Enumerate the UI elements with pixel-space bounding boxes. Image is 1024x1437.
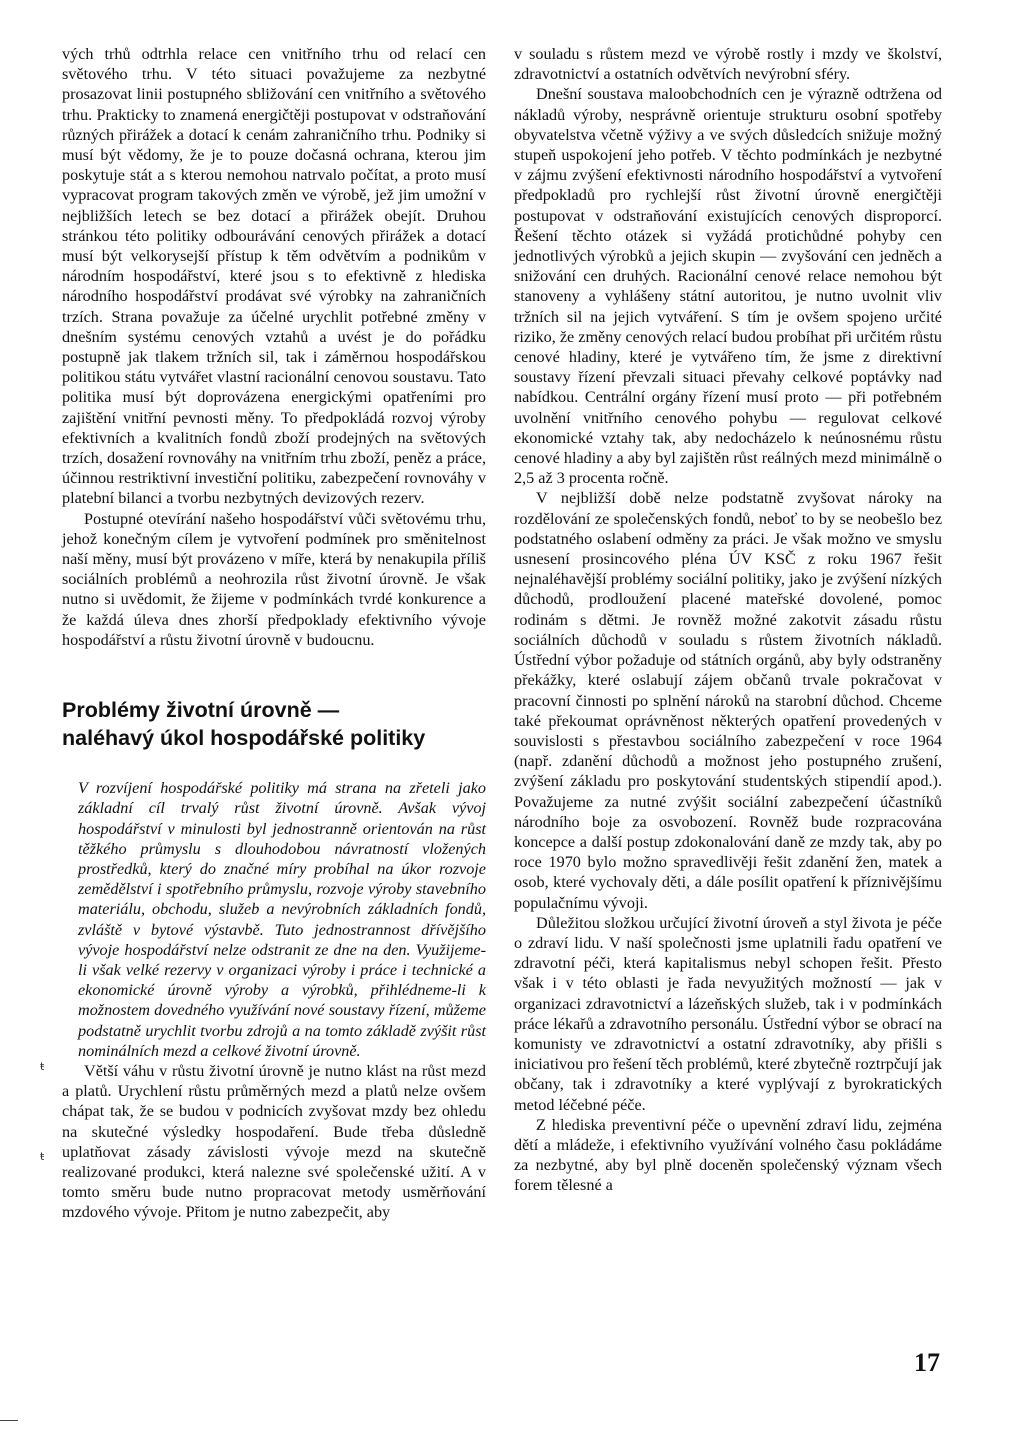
right-column [514,44,942,1196]
body-paragraph: V nejbližší době nelze podstatně zvyšovat nároky na rozdělování ze společenských fondů, neboť to by se neobešlo bez podstatného oslabení odměny za práci. Je však možno ve smyslu usnesení prosincového pléna ÚV KSČ z roku 1967 řešit nejnaléhavější problémy sociální politiky, jako je zvýšení nízkých důchodů, prodloužení placené mateřské dovolené, pomoc rodinám s dětmi. Je rovněž možné zakotvit zásadu růstu sociálních důchodů v souladu s růstem životních nákladů. Ústřední výbor požaduje od státních orgánů, aby byly odstraněny překážky, které oslabují zájem občanů trvale pokračovat v pracovní činnosti po splnění nároků na starobní důchod. Chceme také překoumat oprávněnost některých opatření provedených v souvislosti s přestavbou sociálního zabezpečení v roce 1964 (např. zdanění důchodů a možnost jeho postupného zrušení, zvýšení základu pro poskytování studentských stipendií apod.). Považujeme za nutné zvýšit sociální zabezpečení účastníků národního boje za osvobození. Rovněž bude rozpracována koncepce a další postup zdokonalování daně ze mzdy tak, aby po roce 1970 bylo možno spravedlivěji řešit zdanění žen, matek a osob, které vychovaly děti, a dále posílit opatření k příznivějšímu populačnímu vývoji. [514,489,942,912]
section-heading [62,696,486,752]
body-paragraph: Větší váhu v růstu životní úrovně je nutno klást na růst mezd a platů. Urychlení růstu průměrných mezd a platů nelze ovšem chápat tak, že se budou v podnicích zvyšovat mzdy bez ohledu na skutečné výsledky hospodaření. Bude třeba důsledně uplatňovat zásady závislosti vývoje mezd na skutečně realizované produkci, která nalezne své společenské užití. A v tomto směru bude nutno propracovat metody usměrňování mzdového vývoje. Přitom je nutno zabezpečit, aby [62,1061,486,1222]
body-paragraph: Postupné otevírání našeho hospodářství vůči světovému trhu, jehož konečným cílem je vytvoření podmínek pro směnitelnost naší měny, musí být provázeno v míře, která by nenakupila příliš sociálních problémů a neohrozila růst životní úrovně. Je však nutno si uvědomit, že žijeme v podmínkách tvrdé konkurence a že každá úleva dnes zhorší předpoklady efektivního vývoje hospodářství a růstu životní úrovně v budoucnu. [62,509,486,649]
margin-mark: ŧ [40,1150,45,1163]
footer-rule [0,1420,18,1421]
body-paragraph: Důležitou složkou určující životní úroveň a styl života je péče o zdraví lidu. V naší společnosti jsme uplatnili řadu opatření ve zdravotní péči, která kapitalismus nebyl schopen řešit. Přesto však i v této oblasti je řada nevyužitých možností — jak v organizaci zdravotnictví a lázeňských služeb, tak i v podmínkách práce lékařů a zdravotního personálu. Ústřední výbor se obrací na komunisty ve zdravotnictví a ostatní zdravotníky, aby přišli s iniciativou pro řešení těch problémů, které zbytečně roztrpčují jak občany, tak i zdravotníky a které vyplývají z byrokratických metod léčebné péče. [514,913,942,1114]
page-number: 17 [914,1348,940,1377]
body-paragraph: Z hlediska preventivní péče o upevnění zdraví lidu, zejména dětí a mládeže, i efektivního využívání volného času pokládáme za nezbytné, aby byl plně doceněn společenský význam všech forem tělesné a [514,1115,942,1195]
body-paragraph: Dnešní soustava maloobchodních cen je výrazně odtržena od nákladů výroby, nesprávně orientuje strukturu osobní spotřeby obyvatelstva včetně výživy a ve svých důsledcích snižuje možný stupeň uspokojení jeho potřeb. V těchto podmínkách je nezbytné v zájmu zvýšení efektivnosti národního hospodářství a vytvoření předpokladů pro rychlejší růst životní úrovně energičtěji postupovat v odstraňování existujících cenových disproporcí. Řešení těchto otázek si vyžádá protichůdné pohyby cen jednotlivých výrobků a jejich skupin — zvyšování cen jedněch a snižování cen druhých. Racionální cenové relace nemohou být stanoveny a vyhlášeny státní autoritou, je nutno uvolnit vliv tržních sil na jejich vytváření. S tím je ovšem spojeno určité riziko, že změny cenových relací budou probíhat při určitém růstu cenové hladiny, které je vytvářeno tím, že jsme z direktivní soustavy řízení převzali situaci převahy celkové poptávky nad nabídkou. Centrální orgány řízení musí proto — při potřebném uvolnění vnitřního cenového pohybu — regulovat celkové ekonomické vztahy tak, aby nedocházelo k neúnosnému růstu cenové hladiny a aby byl zajištěn růst reálných mezd minimálně o 2,5 až 3 procenta ročně. [514,85,942,488]
margin-mark: ŧ [40,1060,45,1073]
section-heading-line-2: naléhavý úkol hospodářské politiky [62,726,426,751]
left-column [62,44,486,1223]
body-paragraph: v souladu s růstem mezd ve výrobě rostly i mzdy ve školství, zdravotnictví a ostatních odvětvích nevýrobní sféry. [514,45,942,84]
italic-lead-paragraph: V rozvíjení hospodářské politiky má strana na zřeteli jako základní cíl trvalý růst životní úrovně. Avšak vývoj hospodářství v minulosti byl jednostranně orientován na růst těžkého průmyslu s dlouhodobou návratností vložených prostředků, který do značné míry probíhal na úkor rozvoje zemědělství i spotřebního průmyslu, rozvoje výroby stavebního materiálu, obchodu, služeb a nevýrobních základních fondů, zvláště v bytové výstavbě. Tuto jednostrannost dřívějšího vývoje hospodářství nelze odstranit ze dne na den. Využijeme-li však velké rezervy v organizaci výroby i práce i technické a ekonomické úrovně výroby a výrobků, přihlédneme-li k možnostem dovedného využívání nové soustavy řízení, můžeme podstatně urychlit tvorbu zdrojů a na tomto základě zvýšit růst nominálních mezd a celkové životní úrovně. [78,779,486,1060]
body-paragraph: vých trhů odtrhla relace cen vnitřního trhu od relací cen světového trhu. V této situaci považujeme za nezbytné prosazovat linii postupného sbližování cen vnitřního a světového trhu. Prakticky to znamená energičtěji postupovat v odstraňování různých přirážek a dotací k cenám zahraničního trhu. Podniky si musí být vědomy, že je to pouze dočasná ochrana, kterou jim poskytuje stát a s kterou nemohou natrvalo počítat, a proto musí vypracovat program takových změn ve výrobě, jež jim umožní v nejbližších letech se bez dotací a přirážek obejít. Druhou stránkou této politiky odbourávání cenových přirážek a dotací musí být velkorysejší přístup k těm odvětvím a podnikům v národním hospodářství, které jsou s to efektivně z hlediska národního hospodářství prodávat své výrobky na zahraničních trzích. Strana považuje za účelné urychlit potřebné změny v dnešním systému cenových vztahů a uvést je do pořádku postupně jak tlakem tržních sil, tak i záměrnou hospodářskou politikou státu vytvářet vlastní racionální cenovou soustavu. Tato politika musí být doprovázena energickými opatřeními pro zajištění vnitřní pevnosti měny. To předpokládá rozvoj výroby efektivních a kvalitních fondů zboží prodejných na světových trzích, dosažení rovnováhy na vnitřním trhu zboží, peněz a práce, účinnou restriktivní investiční politiku, zabezpečení rovnováhy v platební bilanci a tvorbu nezbytných devizových rezerv. [62,45,486,508]
section-heading-line-1: Problémy životní úrovně — [62,698,340,723]
